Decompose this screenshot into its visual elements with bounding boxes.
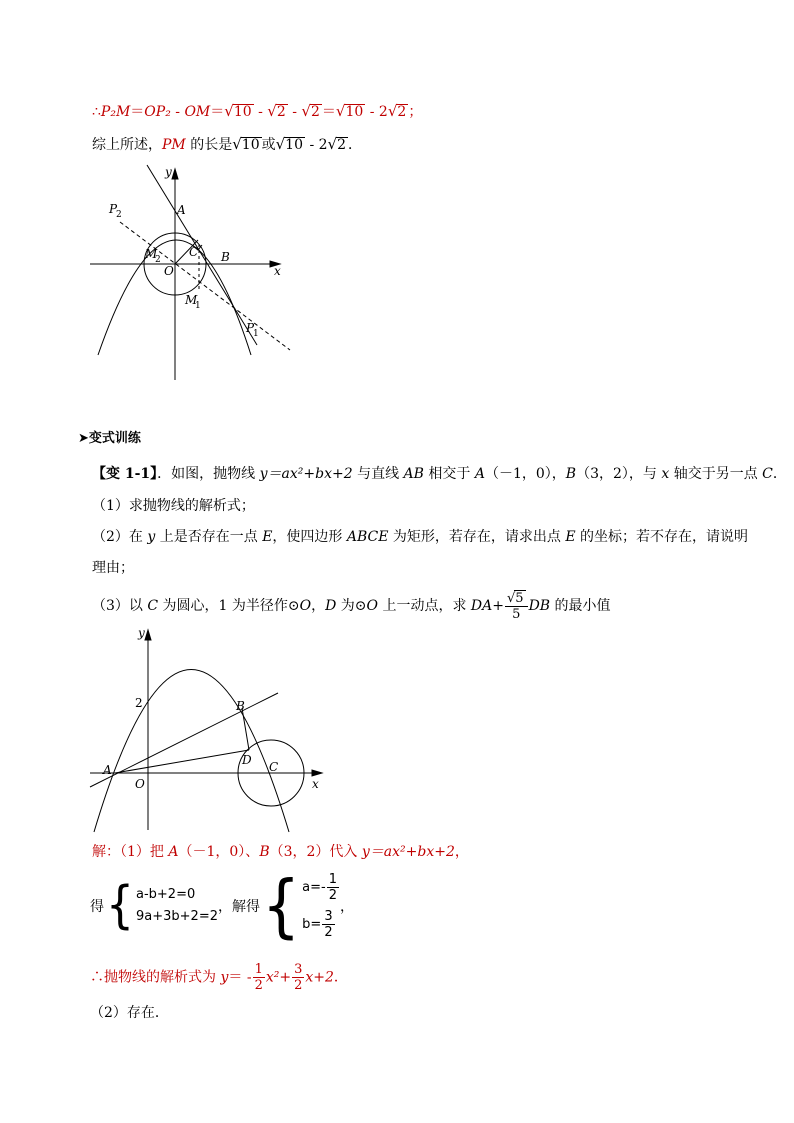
fig2-label-b: B — [236, 699, 245, 713]
figure-1-parabola-circle — [85, 160, 295, 385]
fig2-label-o: O — [135, 777, 145, 791]
result-line-1: ∴P₂M＝OP₂ - OM＝√10 - √2 - √2 ＝√10 - 2√2 ； — [92, 102, 423, 120]
fig2-label-two: 2 — [135, 696, 143, 710]
fig1-dashed-line — [120, 222, 290, 350]
section-arrow-icon: ➤ — [78, 431, 89, 446]
fig2-label-a: A — [103, 763, 112, 777]
figure-2-parabola-circle — [88, 622, 338, 837]
fig1-label-p1: P — [246, 321, 255, 335]
fig2-segment-ad — [115, 750, 249, 773]
fig2-segment-bd — [242, 708, 249, 750]
conclusion-line: 综上所述，PM 的长是√10 或√10 - 2√2 ． — [92, 135, 363, 153]
fig1-label-c: C — [189, 245, 199, 259]
question-2: （2）在 y 上是否存在一点 E，使四边形 ABCE 为矩形，若存在，请求出点 E 的坐标；若不存在，请说明 — [92, 529, 749, 545]
fig2-label-d: D — [242, 753, 252, 767]
fig1-label-p1-sub: 1 — [253, 329, 259, 339]
fig2-label-c: C — [269, 760, 279, 774]
fig2-label-x: x — [312, 777, 319, 791]
fig1-label-p2: P — [109, 202, 118, 216]
fig1-label-m2: M — [145, 247, 158, 261]
problem-intro: 【变 1-1】．如图，抛物线 y＝ax²+bx+2 与直线 AB 相交于 A（－1，0），B（3，2），与 x 轴交于另一点 C． — [92, 466, 787, 482]
fig1-label-o: O — [164, 264, 174, 278]
fig1-label-a: A — [177, 203, 186, 217]
fig1-line-ab — [147, 165, 257, 345]
equation-system: { a-b+2=0 9a+3b+2=2 — [106, 876, 218, 935]
fig2-y-arrow — [145, 630, 151, 640]
solution-step-4: （2）存在． — [90, 1005, 169, 1021]
solution-system: { a=- $\frac{1}{2}$ b= $\frac{3}{2}$ — [261, 865, 338, 947]
question-3: （3）以 C 为圆心，1 为半径作⊙O，D 为⊙O 上一动点，求 DA+ $\frac{√5}{5}$ DB 的最小值 — [92, 591, 611, 622]
fig2-x-arrow — [312, 770, 322, 776]
fig1-label-b: B — [221, 250, 230, 264]
fig1-label-m1-sub: 1 — [195, 301, 201, 311]
fraction-sqrt5-over-5: $\frac{√5}{5}$ — [505, 590, 528, 622]
fig2-parabola — [94, 670, 289, 833]
fig1-label-m2-sub: 2 — [155, 255, 161, 265]
fig2-label-y: y — [138, 626, 145, 640]
section-header: ➤变式训练 — [78, 431, 141, 446]
fig1-label-y: y — [165, 165, 172, 179]
fig1-label-x: x — [274, 264, 281, 278]
solution-step-2: 得 { a-b+2=0 9a+3b+2=2 ，解得 { a=- $\frac{1}{2}$ b= $\frac{3}{2}$ ， — [90, 865, 355, 947]
solution-step-3: ∴抛物线的解析式为 y＝ - $\frac{1}{2}$ x²+ $\frac{3}{2}$ x+2． — [90, 962, 348, 993]
fig1-label-p2-sub: 2 — [116, 210, 122, 220]
question-2-continued: 理由； — [92, 560, 134, 576]
question-1: （1）求抛物线的解析式； — [92, 498, 255, 514]
fig1-y-arrow — [172, 169, 178, 179]
fig1-label-m1: M — [185, 293, 198, 307]
solution-step-1: 解：（1）把 A（－1，0）、B（3，2）代入 y＝ax²+bx+2， — [92, 844, 469, 860]
